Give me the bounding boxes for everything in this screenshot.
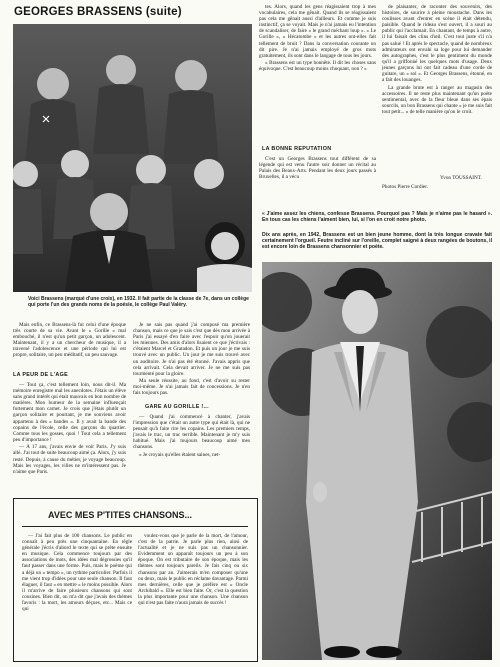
young-brassens-photo [262,262,492,660]
column-2-text [133,322,250,402]
box-title-rule [22,526,248,527]
paragraph: voulez-vous que je parle de la mort, de l'amour, c'est de la patrie. Je parle plus rien, ainsi de l'actualité et je ne suis pas un chansonnier. Evidemment on apparaît toujours un peu à son époque. On est tributaire de son époque, mais les thèmes sont toujours pareils. Je fais cinq ou six chansons par an. J'aimerais m'en composer qu'une ou deux, mais le public en réclame davantage. Parmi mes dernières, celle que je préfère est « Oncle Archibald ». Elle est bien faite. Or, c'est la question la plus importante pour une chanson. Une chanson qui n'est pas faite n'aura jamais de succès ! [138,533,248,607]
paragraph: La grande brute est à ranger au magasin des accessoires. Il ne reste plus maintenant qu'un poète sentimental, avec de la fleur bleue dans ses épais sourcils, un bon Brassens qui chante « je me suis fait tout petit... » de telle manière qu'on le croit. [382,84,492,115]
paragraph: Je ne sais pas quand j'ai composé ma première chanson, mais ce que je sais c'est que dès mon arrivée à Paris j'ai essayé d'en faire avec l'espoir qu'on jouerait les miennes. Des amis d'alors lisaient ce que j'écrivais : c'étaient Marcel et Gratadon. Et puis un jour je me suis trouvé avec un public. Un jour je me suis trouvé avec un auditoire. Je n'ai pas été étonné. J'avais appris que cela arrivait. Cela devait arriver. Je ne me suis pas tourmenté pour la gloire. [133,322,250,377]
paragraph: — Tout ça, c'est tellement loin, nous dit-il. Ma mémoire enregistre mal les anecdotes. J'étais un élève sans grand intérêt qui était mauvais en bon nombre de matières. Mon humeur de la semaine influençait fortement mon carnet. Je crois que j'étais plutôt un garçon solitaire et pourtant, je me souviens avoir appartenu à des « bandes ». Il y avait la bande des copains de l'école, celle des garçons du quartier. Comme tous les gosses, quoi ! Tout cela a tellement peu d'importance ! [13,382,126,443]
school-photo-caption: Voici Brassens (marqué d'une croix), en 1932. Il fait partie de la classe de 7e, dans un collège qui porte l'un des grands noms de la poésie, le collège Paul Valéry. [28,296,249,308]
paragraph: — J'ai fait plus de 100 chansons. Le public en connaît à peu près une cinquantaine. En règle générale j'écris d'abord le texte qui se prête ensuite en musique. Cela commence toujours par des associations de mots, des idées mal dégrossies qu'il faut passer dans une forme. Puis, mais le poème qui a déjà un « tempo », un rythme particulier. Parfois il me vient trop d'idées pour une seule chanson. Il faut élaguer, il faut « en mettre » le moins possible. Alors il m'arrive de faire plusieurs chansons qui sont cousines. Bien dit, on m'a dit que j'avais des thèmes favoris : la mort, les amours déçues, etc... Mais ce qui [22,533,132,613]
school-class-photo [13,24,252,292]
section-heading-reputation: LA BONNE REPUTATION [262,146,332,152]
dog-caption: « J'aime assez les chiens, confesse Brassens. Pourquoi pas ? Mais je n'aime pas le hasard ». En tous cas les chiens l'aiment bien, lui, si l'on en croit notre photo. [262,211,492,224]
column-1-section-text [13,382,126,490]
column-1-text [13,322,126,370]
paragraph: C'est un Georges Brassens tout différent de sa légende qui est venu l'autre soir donner un récital au Palais des Beaux-Arts. Pendant les deux jours passés à Bruxelles, il a vécu [259,156,376,181]
paragraph: « Brassens est un type honnête. Il dit les choses sans équivoque. C'est beaucoup moins choquant, non ? » [259,60,376,73]
paragraph: de plaisanter, de raconter des souvenirs, des histoires, de sourire à pleine moustache. Dans les coulisses avant d'entrer en scène il était détendu, paisible. Quand le rideau s'est ouvert, il a souri au public qui l'acclamait. En chantant, de temps à autre, il lui faisait des clins d'œil. C'est tout juste s'il n'a pas salué ! Et après le spectacle, quand de nombreux admirateurs ont envahi sa loge pour lui demander des autographes, c'est le plus gentiment du monde qu'il a griffonné les quelques mots d'usage. Deux jeunes garçons lui ont fait cadeau d'une corde de guitare, un « sol ». Et Georges Brassens, étonné, en a fait des louanges. [382,4,492,84]
paragraph: — A 17 ans, j'avais envie de voir Paris. J'y suis allé. J'ai tout de suite beaucoup aimé ça. Alors, j'y suis resté. Depuis, à cause du métier, je voyage beaucoup. Mais les voyages, les villes ne m'intéressent pas. Je n'aime que Paris. [13,444,126,475]
section-heading-gorille: GARE AU GORILLE !... [145,404,209,410]
songs-box [13,498,258,662]
photo-credit: Photos Pierre Cordier. [382,184,428,190]
songs-box-title [48,510,192,520]
songs-box-title-text: AVEC MES P'TITES CHANSONS... [48,510,192,520]
author-signature: Yvon TOUSSAINT. [440,175,482,181]
paragraph: — Quand j'ai commencé à chanter, j'avais l'impression que c'était un autre type qui était là, qui ne pensait qu'à faire rire les copains. Les premiers temps, j'avais le trac, un trac terrible. Maintenant je m'y suis habitué. Mais j'ai toujours beaucoup aimé mes chansons. [133,414,250,451]
paragraph: Ma seule réussite, au fond, c'est d'avoir su rester moi-même. Je n'ai jamais fait de concessions. Je n'en fais toujours pas. [133,378,250,397]
page-title: GEORGES BRASSENS (suite) [14,6,182,18]
section-heading-peur: LA PEUR DE L'AGE [13,372,68,378]
column-3-text [259,4,376,144]
paragraph: tes. Alors, quand les gens réagissaient trop à mes vocabulaires, cela me gênait. Quand ils se réagissaient pas cela me gênait aussi d'ailleurs. Et comme je suis instinctif, ça se voyait. Mais je n'ai jamais eu l'intention de scandaliser, de faire « le grand méchant loup ». « Le Gorille », « Hécatombe » et les autres ont-elles fait tellement de bruit ? Dans la conversation courante on dit pire. Je n'ai jamais employé de gros mots gratuitement, ils sont dans le langage de tous les jours. [259,4,376,59]
songs-box-col-a [22,533,132,655]
column-2-section-text [133,414,250,488]
column-4-text [382,4,492,172]
songs-box-col-b [138,533,248,655]
paragraph: Mais enfin, ce Brassens-là fut celui d'une époque très courte de sa vie. Avant le « Gorille » mal embouché, il n'est qu'un petit garçon, un adolescent. Maintenant, il y a un chercheur de musique, il a traversé l'adolescence et une période qui lui est propre, solitaire, un peu méditatif, un peu sauvage. [13,322,126,359]
column-3-section-text [259,156,376,206]
paragraph: « Je croyais qu'elles étaient saines, net- [139,451,221,458]
young-man-caption: Dix ans après, en 1942, Brassens est un bien jeune homme, dont la très longue cravate fait certainement l'orgueil. Feutre incliné sur l'oreille, complet saigné à deux rangées de boutons, il est encore loin de Brassens chansonnier et poète. [262,232,493,251]
